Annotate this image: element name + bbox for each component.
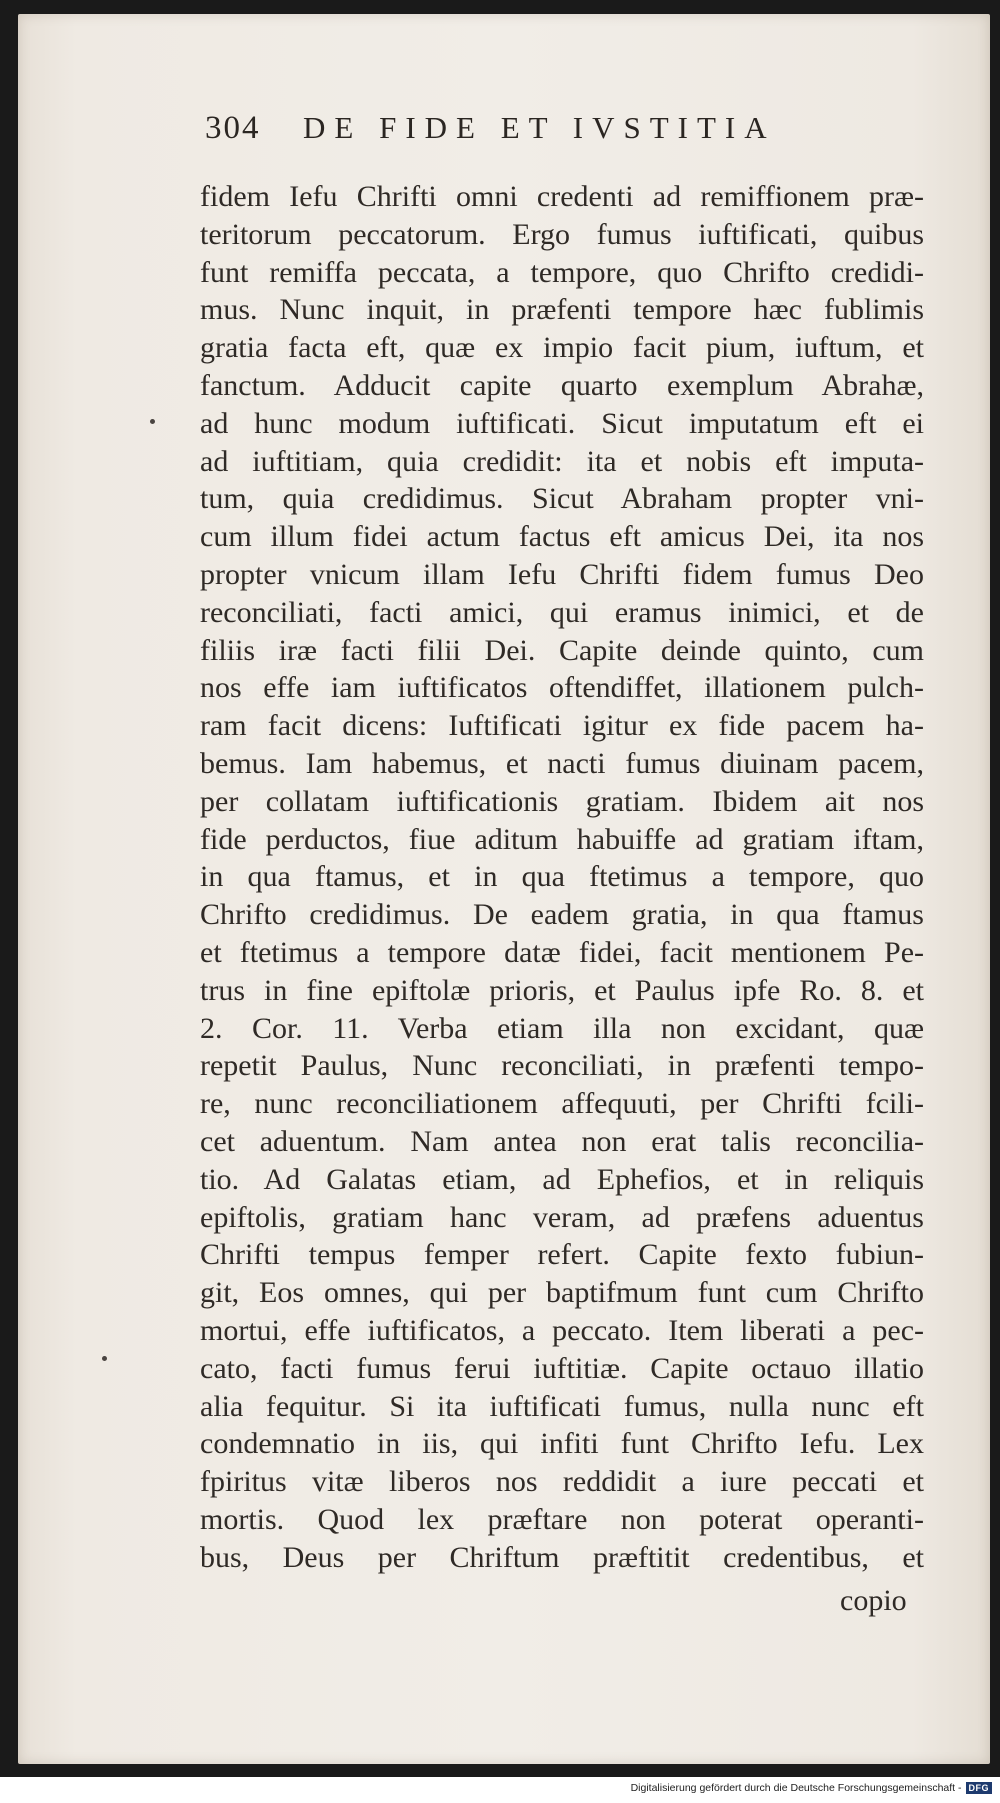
text-line: condemnatio in iis, qui infiti funt Chrifto Iefu. Lex (200, 1427, 924, 1461)
text-line: bemus. Iam habemus, et nacti fumus diuinam pacem, (200, 746, 924, 780)
text-line: funt remiffa peccata, a tempore, quo Chrifto credidi- (200, 255, 924, 289)
text-line: Chrifti tempus femper refert. Capite fexto fubiun- (200, 1238, 924, 1272)
text-line: gratia facta eft, quæ ex impio facit pium, iuftum, et (200, 331, 924, 365)
body-text (200, 178, 924, 1576)
text-line: ad iuftitiam, quia credidit: ita et nobis eft imputa- (200, 444, 924, 478)
text-line: mortui, effe iuftificatos, a peccato. Item liberati a pec- (200, 1313, 924, 1347)
text-line: ad hunc modum iuftificati. Sicut imputatum eft ei (200, 406, 924, 440)
text-line: mortis. Quod lex præftare non poterat operanti- (200, 1502, 924, 1536)
text-line: mus. Nunc inquit, in præfenti tempore hæc fublimis (200, 293, 924, 327)
text-line: per collatam iuftificationis gratiam. Ibidem ait nos (200, 784, 924, 818)
page-number: 304 (205, 110, 261, 146)
text-line: reconciliati, facti amici, qui eramus inimici, et de (200, 595, 924, 629)
text-line: epiftolis, gratiam hanc veram, ad præfens aduentus (200, 1200, 924, 1234)
text-line: trus in fine epiftolæ prioris, et Paulus ipfe Ro. 8. et (200, 973, 924, 1007)
text-line: propter vnicum illam Iefu Chrifti fidem fumus Deo (200, 557, 924, 591)
text-line: cato, facti fumus ferui iuftitiæ. Capite octauo illatio (200, 1351, 924, 1385)
text-line: 2. Cor. 11. Verba etiam illa non excidant, quæ (200, 1011, 924, 1045)
ink-speck (150, 419, 155, 424)
text-line: bus, Deus per Chriftum præftitit credentibus, et (200, 1540, 924, 1574)
page-header (185, 110, 825, 160)
text-line: Chrifto credidimus. De eadem gratia, in qua ftamus (200, 898, 924, 932)
text-line: fidem Iefu Chrifti omni credenti ad remiffionem præ- (200, 180, 924, 213)
dfg-logo: DFG (966, 1782, 993, 1794)
text-line: teritorum peccatorum. Ergo fumus iuftificati, quibus (200, 217, 924, 251)
text-line: cet aduentum. Nam antea non erat talis reconcilia- (200, 1124, 924, 1158)
text-line: cum illum fidei actum factus eft amicus Dei, ita nos (200, 520, 924, 554)
text-line: re, nunc reconciliationem affequuti, per Chrifti fcili- (200, 1087, 924, 1121)
digitization-footer (631, 1782, 992, 1794)
text-line: fanctum. Adducit capite quarto exemplum Abrahæ, (200, 368, 924, 402)
footer-credit: Digitalisierung gefördert durch die Deutsche Forschungsgemeinschaft - (630, 1782, 962, 1794)
ink-speck (102, 1356, 107, 1361)
running-title: DE FIDE ET IVSTITIA (303, 110, 776, 145)
text-line: tio. Ad Galatas etiam, ad Ephefios, et in reliquis (200, 1162, 924, 1196)
text-line: et ftetimus a tempore datæ fidei, facit mentionem Pe- (200, 935, 924, 969)
text-line: alia fequitur. Si ita iuftificati fumus, nulla nunc eft (200, 1389, 924, 1423)
text-line: in qua ftamus, et in qua ftetimus a tempore, quo (200, 860, 924, 894)
text-line: fpiritus vitæ liberos nos reddidit a iure peccati et (200, 1465, 924, 1499)
text-line: repetit Paulus, Nunc reconciliati, in præfenti tempo- (200, 1049, 924, 1083)
text-line: fide perductos, fiue aditum habuiffe ad gratiam iftam, (200, 822, 924, 856)
catchword: copio (840, 1584, 907, 1617)
text-line: tum, quia credidimus. Sicut Abraham propter vni- (200, 482, 924, 516)
text-line: ram facit dicens: Iuftificati igitur ex fide pacem ha- (200, 709, 924, 743)
text-line: git, Eos omnes, qui per baptifmum funt cum Chrifto (200, 1276, 924, 1310)
text-line: filiis iræ facti filii Dei. Capite deinde quinto, cum (200, 633, 924, 667)
text-line: nos effe iam iuftificatos oftendiffet, illationem pulch- (200, 671, 924, 705)
